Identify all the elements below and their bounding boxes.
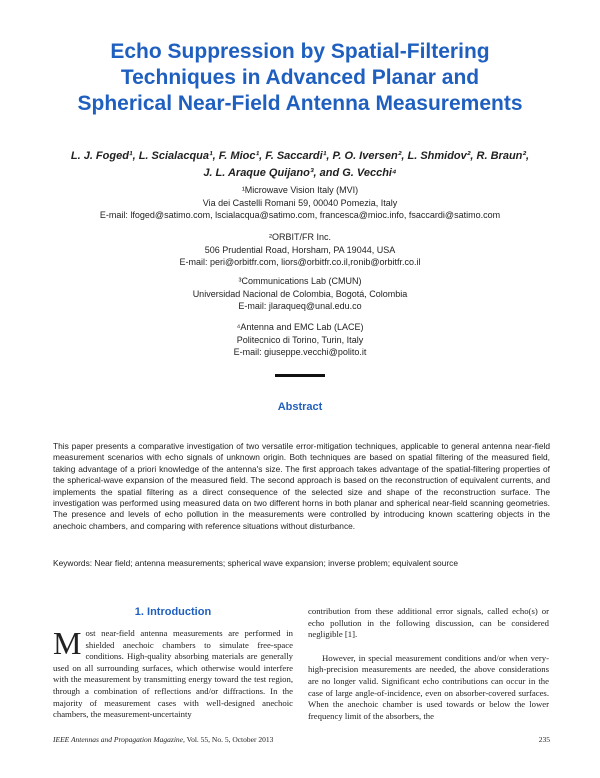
divider-rule xyxy=(275,374,325,377)
authors-line-1: L. J. Foged¹, L. Scialacqua¹, F. Mioc¹, F. Saccardi¹, P. O. Iversen², L. Shmidov², R. Braun², xyxy=(70,150,530,162)
title-line-2: Techniques in Advanced Planar and xyxy=(120,66,480,89)
paragraph xyxy=(53,625,293,721)
title-line-3: Spherical Near-Field Antenna Measurements xyxy=(77,92,523,115)
affiliation-email: E-mail: giuseppe.vecchi@polito.it xyxy=(233,347,367,357)
affiliation-address: 506 Prudential Road, Horsham, PA 19044, USA xyxy=(204,244,396,255)
abstract-text: This paper presents a comparative investigation of two versatile error-mitigation techniques, applicable to general antenna near-field measurement scenarios with echo signals of unknown origin. Both techniques are based on spatial filtering of the measured field, taking advantage of a priori knowledge of the antenna's size. The first approach takes advantage of the spatial-filtering properties of the spherical-wave expansion of the measured field. The second approach is based on the reconstruction of equivalent currents, and implements the spatial filtering as a direct consequence of the selected size and shape of the reconstruction surface. The investigation was performed using measured data on two different horns in both planar and spherical near-field scanning geometries. The presence and levels of echo pollution in the measurements were controlled by introducing known scattering objects in the anechoic chambers, and comparing with reference situations without disturbance. xyxy=(53,441,550,531)
affiliation-email: E-mail: jlaraqueq@unal.edu.co xyxy=(238,301,362,311)
affiliation-mvi xyxy=(20,184,580,222)
affiliation-name: ⁴Antenna and EMC Lab (LACE) xyxy=(236,322,364,332)
section-heading-introduction: 1. Introduction xyxy=(134,606,212,618)
authors-line-2: J. L. Araque Quijano³, and G. Vecchi⁴ xyxy=(203,167,397,179)
affiliation-address: Politecnico di Torino, Turin, Italy xyxy=(236,334,364,345)
paragraph: contribution from these additional error signals, called echo(s) or echo pollution in the following discussion, can be considered negligible [1]. xyxy=(308,606,549,640)
abstract-heading: Abstract xyxy=(277,401,323,413)
drop-cap: M xyxy=(53,625,82,661)
paper-title xyxy=(40,39,560,117)
affiliation-name: ¹Microwave Vision Italy (MVI) xyxy=(241,185,359,195)
body-column-right xyxy=(308,606,549,722)
paragraph-text: ost near-field antenna measurements are performed in shielded anechoic chambers to simulate free-space conditions. High-quality absorbing materials are generally used on all surrounding surfaces, which otherwise would interfere with the measurement by transmitting energy toward the test region, through a combination of reflections and/or diffractions. In the majority of measurement cases with well-designed anechoic chambers, the measurement-uncertainty xyxy=(53,628,293,720)
body-column-left xyxy=(53,625,293,721)
affiliation-lace xyxy=(20,321,580,359)
affiliation-address: Universidad Nacional de Colombia, Bogotá, Colombia xyxy=(192,288,408,299)
author-list xyxy=(30,148,570,182)
affiliation-name: ²ORBIT/FR Inc. xyxy=(268,232,331,242)
title-line-1: Echo Suppression by Spatial-Filtering xyxy=(110,40,490,63)
journal-issue: Vol. 55, No. 5, October 2013 xyxy=(184,735,274,744)
affiliation-address: Via dei Castelli Romani 59, 00040 Pomezia, Italy xyxy=(202,197,398,208)
affiliation-email: E-mail: lfoged@satimo.com, lscialacqua@satimo.com, francesca@mioc.info, fsaccardi@satimo.com xyxy=(99,210,501,220)
page-footer xyxy=(53,735,550,744)
affiliation-cmun xyxy=(20,275,580,313)
paragraph: However, in special measurement conditions and/or when very-high-precision measurements are needed, the above considerations are no longer valid. Significant echo contributions can occur in the case of large angle-of-incidence, even on absorber-covered surfaces. When the anechoic chamber is used towards or below the lower frequency limit of the absorbers, the xyxy=(308,652,549,721)
journal-name: IEEE Antennas and Propagation Magazine, xyxy=(53,735,185,744)
affiliation-name: ³Communications Lab (CMUN) xyxy=(238,276,362,286)
page-number: 235 xyxy=(538,735,550,744)
affiliation-email: E-mail: peri@orbitfr.com, liors@orbitfr.co.il,ronib@orbitfr.co.il xyxy=(179,257,421,267)
affiliation-orbit xyxy=(20,231,580,269)
keywords: Keywords: Near field; antenna measurements; spherical wave expansion; inverse problem; equivalent source xyxy=(53,558,459,568)
